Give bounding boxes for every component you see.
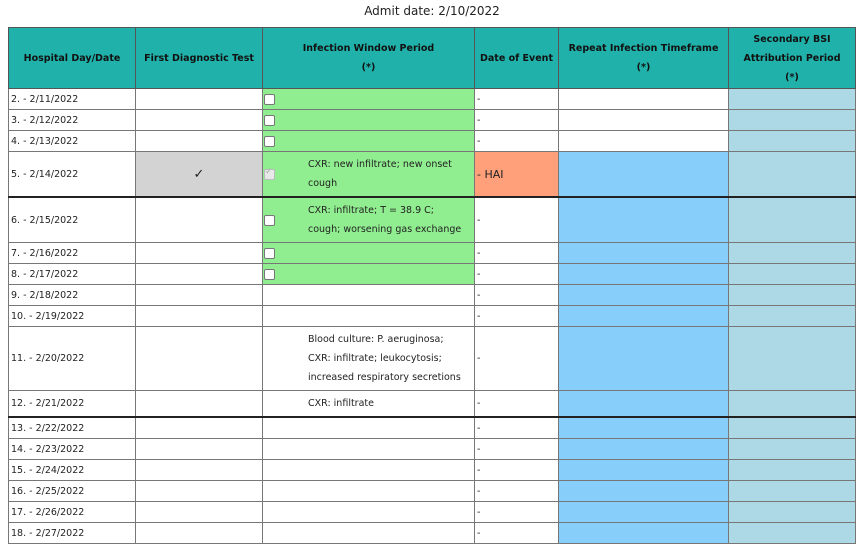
- secondary-bsi-cell: [729, 439, 856, 460]
- header-iwp-label: Infection Window Period: [302, 43, 435, 54]
- date-of-event-cell: - HAI: [475, 152, 559, 198]
- repeat-infection-cell: [559, 417, 729, 439]
- repeat-infection-cell: [559, 306, 729, 327]
- first-test-cell: [136, 439, 263, 460]
- table-row: [9, 523, 856, 544]
- iwp-text: Blood culture: P. aeruginosa; CXR: infiltrate; leukocytosis; increased respiratory secretions: [308, 334, 461, 383]
- secondary-bsi-cell: [729, 264, 856, 285]
- infection-window-cell: [263, 285, 475, 306]
- iwp-text: [265, 250, 472, 256]
- infection-window-cell: [263, 110, 475, 131]
- header-doe: [475, 28, 559, 89]
- infection-window-cell: [263, 502, 475, 523]
- secondary-bsi-cell: [729, 460, 856, 481]
- iwp-text: [265, 271, 472, 277]
- iwp-checkbox[interactable]: [264, 136, 275, 147]
- iwp-text: [265, 138, 472, 144]
- secondary-bsi-cell: [729, 523, 856, 544]
- infection-window-cell: [263, 131, 475, 152]
- infection-window-cell: [263, 481, 475, 502]
- first-test-cell: [136, 89, 263, 110]
- secondary-bsi-cell: [729, 306, 856, 327]
- secondary-bsi-cell: [729, 197, 856, 243]
- repeat-infection-cell: [559, 152, 729, 198]
- infection-window-cell: [263, 417, 475, 439]
- first-test-cell: ✓: [136, 152, 263, 198]
- table-row: [9, 89, 856, 110]
- first-test-cell: [136, 502, 263, 523]
- hospital-day-cell: 11. - 2/20/2022: [9, 327, 136, 391]
- repeat-infection-cell: [559, 285, 729, 306]
- first-test-cell: [136, 523, 263, 544]
- table-row: [9, 481, 856, 502]
- hospital-day-cell: 8. - 2/17/2022: [9, 264, 136, 285]
- infection-window-cell: [263, 89, 475, 110]
- iwp-text: [265, 509, 472, 515]
- date-of-event-cell: -: [475, 285, 559, 306]
- infection-window-cell: [263, 243, 475, 264]
- hospital-day-cell: 4. - 2/13/2022: [9, 131, 136, 152]
- date-of-event-cell: -: [475, 243, 559, 264]
- repeat-infection-cell: [559, 243, 729, 264]
- table-row: [9, 502, 856, 523]
- hospital-day-cell: 18. - 2/27/2022: [9, 523, 136, 544]
- secondary-bsi-cell: [729, 417, 856, 439]
- repeat-infection-cell: [559, 197, 729, 243]
- hospital-day-cell: 16. - 2/25/2022: [9, 481, 136, 502]
- first-test-cell: [136, 285, 263, 306]
- iwp-text: CXR: infiltrate; T = 38.9 C; cough; worsening gas exchange: [308, 205, 462, 235]
- header-iwp: [263, 28, 475, 89]
- first-test-cell: [136, 417, 263, 439]
- hospital-day-cell: 12. - 2/21/2022: [9, 391, 136, 418]
- header-sbap-marker: (*): [785, 71, 799, 83]
- secondary-bsi-cell: [729, 327, 856, 391]
- repeat-infection-cell: [559, 327, 729, 391]
- date-of-event-cell: -: [475, 110, 559, 131]
- hospital-day-cell: 14. - 2/23/2022: [9, 439, 136, 460]
- infection-window-cell: [263, 327, 475, 391]
- infection-window-cell: [263, 523, 475, 544]
- iwp-checkbox[interactable]: [264, 94, 275, 105]
- secondary-bsi-cell: [729, 89, 856, 110]
- hospital-day-cell: 10. - 2/19/2022: [9, 306, 136, 327]
- hospital-day-cell: 5. - 2/14/2022: [9, 152, 136, 198]
- repeat-infection-cell: [559, 391, 729, 418]
- hospital-day-cell: 15. - 2/24/2022: [9, 460, 136, 481]
- header-doe-label: Date of Event: [480, 52, 553, 64]
- first-test-cell: [136, 264, 263, 285]
- header-sbap-label-1: Secondary BSI: [753, 33, 831, 45]
- header-sbap-label-2: Attribution Period: [743, 52, 841, 64]
- header-first-test: [136, 28, 263, 89]
- infection-table: [8, 27, 856, 544]
- header-row: [9, 28, 856, 89]
- header-rit-marker: (*): [636, 62, 651, 73]
- infection-window-cell: [263, 460, 475, 481]
- infection-window-cell: [263, 197, 475, 243]
- repeat-infection-cell: [559, 439, 729, 460]
- first-test-cell: [136, 110, 263, 131]
- iwp-text: [265, 488, 472, 494]
- first-test-cell: [136, 306, 263, 327]
- iwp-text: [265, 292, 472, 298]
- date-of-event-cell: -: [475, 264, 559, 285]
- table-row: [9, 417, 856, 439]
- table-row: [9, 243, 856, 264]
- date-of-event-cell: -: [475, 481, 559, 502]
- repeat-infection-cell: [559, 523, 729, 544]
- table-row: [9, 285, 856, 306]
- first-test-cell: [136, 481, 263, 502]
- table-row: [9, 197, 856, 243]
- hospital-day-cell: 9. - 2/18/2022: [9, 285, 136, 306]
- repeat-infection-cell: [559, 131, 729, 152]
- date-of-event-cell: -: [475, 89, 559, 110]
- header-rit: [559, 28, 729, 89]
- hospital-day-cell: 3. - 2/12/2022: [9, 110, 136, 131]
- infection-window-cell: [263, 152, 475, 198]
- header-hospital-day-label: Hospital Day/Date: [23, 52, 121, 64]
- header-hospital-day: [9, 28, 136, 89]
- iwp-text: [265, 96, 472, 102]
- infection-window-cell: [263, 264, 475, 285]
- secondary-bsi-cell: [729, 481, 856, 502]
- repeat-infection-cell: [559, 460, 729, 481]
- hospital-day-cell: 13. - 2/22/2022: [9, 417, 136, 439]
- iwp-text: [265, 313, 472, 319]
- first-test-cell: [136, 243, 263, 264]
- secondary-bsi-cell: [729, 285, 856, 306]
- date-of-event-cell: -: [475, 523, 559, 544]
- hospital-day-cell: 7. - 2/16/2022: [9, 243, 136, 264]
- secondary-bsi-cell: [729, 110, 856, 131]
- iwp-text: [265, 530, 472, 536]
- hospital-day-cell: 6. - 2/15/2022: [9, 197, 136, 243]
- table-row: [9, 152, 856, 198]
- iwp-text: [265, 425, 472, 431]
- admit-date: Admit date: 2/10/2022: [364, 4, 500, 18]
- table-row: [9, 264, 856, 285]
- date-of-event-cell: -: [475, 391, 559, 418]
- repeat-infection-cell: [559, 89, 729, 110]
- header-sbap: [729, 28, 856, 89]
- iwp-text: [265, 117, 472, 123]
- infection-window-cell: [263, 306, 475, 327]
- secondary-bsi-cell: [729, 502, 856, 523]
- infection-window-cell: [263, 391, 475, 418]
- iwp-checkbox[interactable]: [264, 215, 275, 226]
- repeat-infection-cell: [559, 481, 729, 502]
- date-of-event-cell: -: [475, 502, 559, 523]
- date-of-event-cell: -: [475, 417, 559, 439]
- iwp-text: [265, 467, 472, 473]
- header-first-test-label: First Diagnostic Test: [144, 52, 254, 64]
- date-of-event-cell: -: [475, 197, 559, 243]
- first-test-cell: [136, 197, 263, 243]
- infection-window-cell: [263, 439, 475, 460]
- repeat-infection-cell: [559, 264, 729, 285]
- iwp-checkbox[interactable]: [264, 115, 275, 126]
- repeat-infection-cell: [559, 502, 729, 523]
- secondary-bsi-cell: [729, 131, 856, 152]
- hospital-day-cell: 2. - 2/11/2022: [9, 89, 136, 110]
- secondary-bsi-cell: [729, 391, 856, 418]
- date-of-event-cell: -: [475, 460, 559, 481]
- first-test-cell: [136, 391, 263, 418]
- header-rit-label: Repeat Infection Timeframe: [568, 43, 719, 54]
- iwp-checkbox[interactable]: [264, 169, 275, 180]
- secondary-bsi-cell: [729, 152, 856, 198]
- table-row: [9, 391, 856, 418]
- table-row: [9, 439, 856, 460]
- date-of-event-cell: -: [475, 327, 559, 391]
- date-of-event-cell: -: [475, 131, 559, 152]
- table-row: [9, 131, 856, 152]
- header-iwp-marker: (*): [361, 62, 376, 73]
- hospital-day-cell: 17. - 2/26/2022: [9, 502, 136, 523]
- iwp-text: CXR: infiltrate: [308, 398, 374, 409]
- iwp-text: [265, 446, 472, 452]
- repeat-infection-cell: [559, 110, 729, 131]
- table-row: [9, 306, 856, 327]
- first-test-cell: [136, 327, 263, 391]
- first-test-cell: [136, 131, 263, 152]
- secondary-bsi-cell: [729, 243, 856, 264]
- date-of-event-cell: -: [475, 439, 559, 460]
- date-of-event-cell: -: [475, 306, 559, 327]
- iwp-checkbox[interactable]: [264, 248, 275, 259]
- iwp-checkbox[interactable]: [264, 269, 275, 280]
- first-test-cell: [136, 460, 263, 481]
- table-row: [9, 110, 856, 131]
- table-row: [9, 460, 856, 481]
- iwp-text: CXR: new infiltrate; new onset cough: [308, 159, 452, 189]
- table-row: [9, 327, 856, 391]
